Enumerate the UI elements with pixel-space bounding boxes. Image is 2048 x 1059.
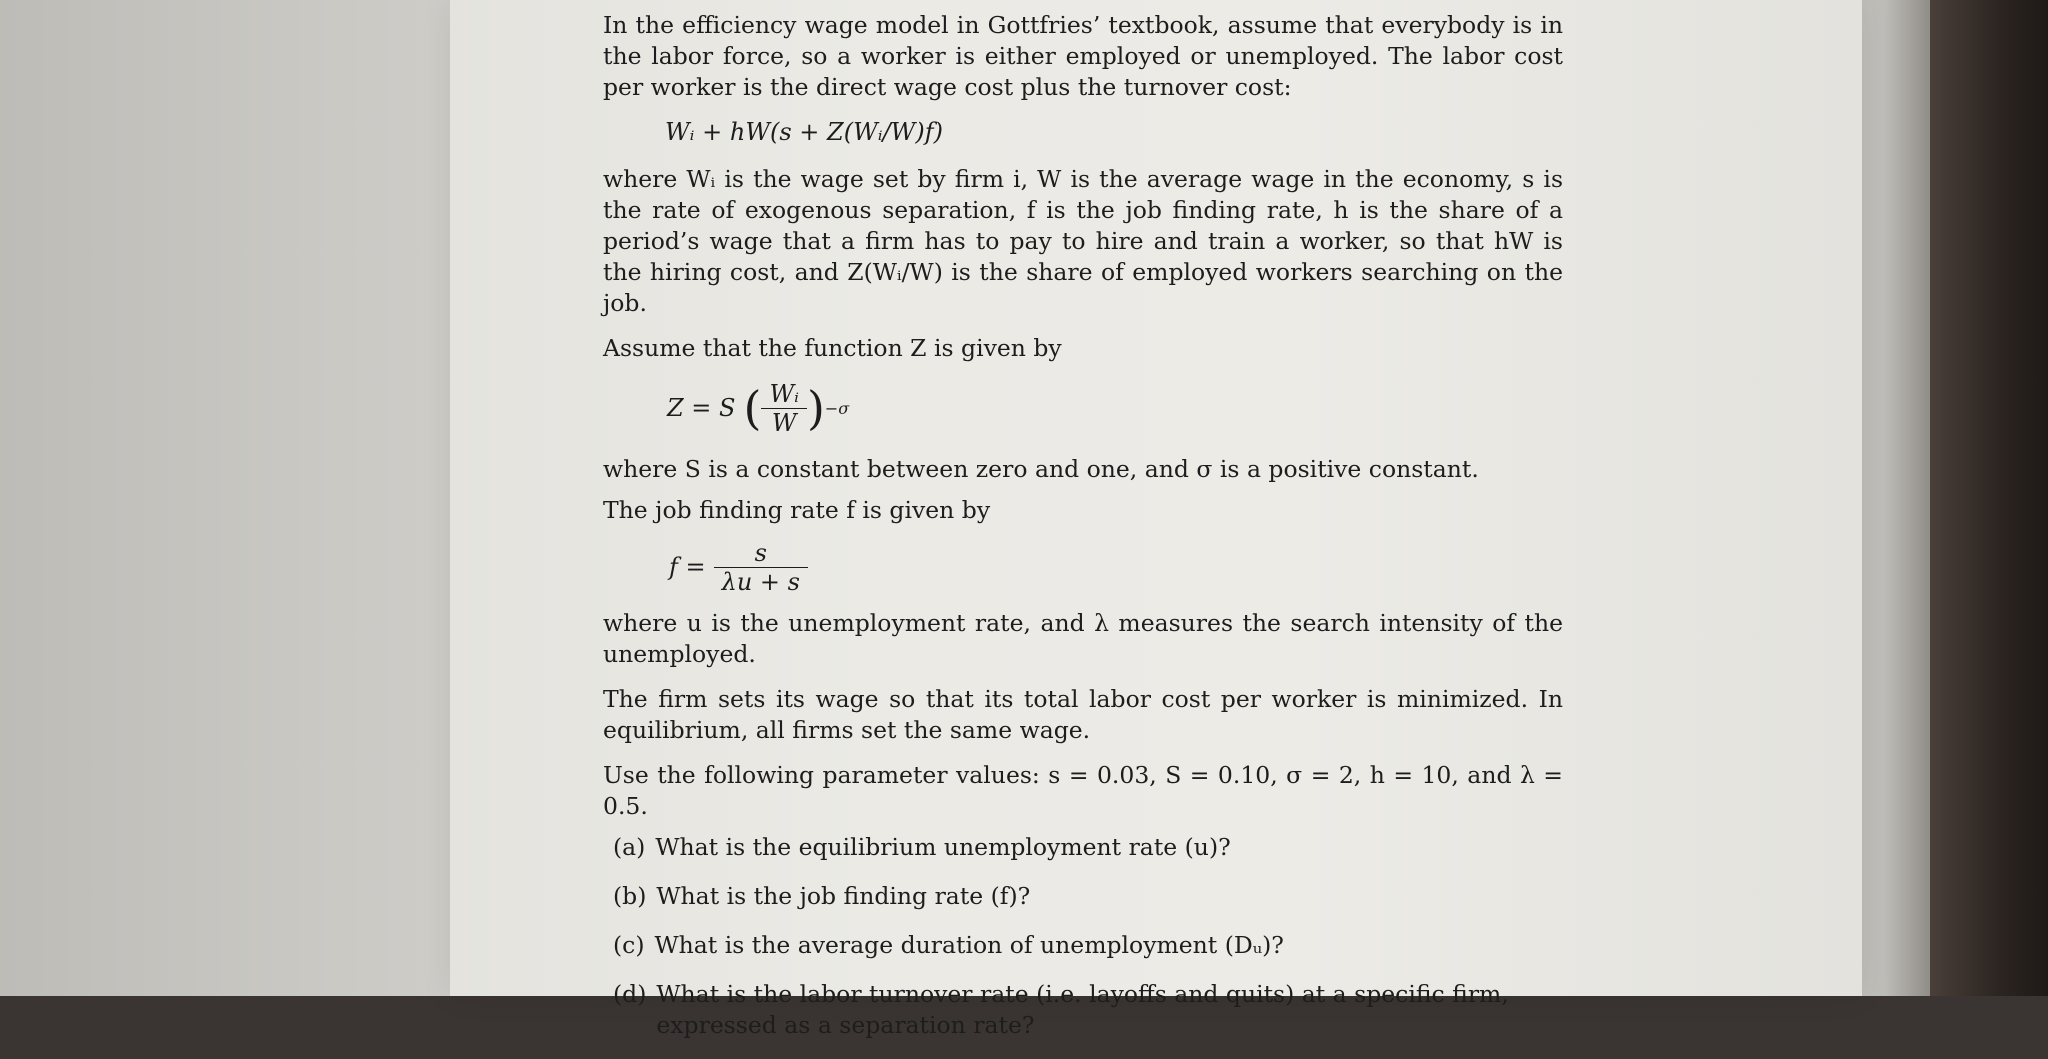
question-item (613, 930, 1563, 961)
firm-sets-paragraph: The firm sets its wage so that its total labor cost per worker is minimized. In equilibrium, all firms set the same wage. (603, 685, 1563, 744)
z-fraction-numerator: Wᵢ (761, 380, 807, 409)
question-item (613, 979, 1563, 1041)
f-fraction-denominator: λu + s (721, 567, 800, 596)
question-text: What is the labor turnover rate (i.e. layoffs and quits) at a specific firm, expressed as a separation rate? (656, 980, 1509, 1039)
parameters-paragraph: Use the following parameter values: s = 0.03, S = 0.10, σ = 2, h = 10, and λ = 0.5. (603, 761, 1563, 820)
f-fraction (714, 539, 808, 596)
question-marker: (c) (613, 931, 645, 959)
z-fraction (761, 380, 807, 437)
z-exponent: −σ (824, 398, 850, 418)
f-equation-lhs: f = (669, 552, 706, 581)
z-fraction-denominator: W (771, 408, 797, 437)
question-item (613, 832, 1563, 863)
intro-paragraph: In the efficiency wage model in Gottfries’ textbook, assume that everybody is in the labor force, so a worker is either employed or unemployed. The labor cost per worker is the direct wage cost plus the turnover cost: (603, 11, 1563, 101)
question-text: What is the equilibrium unemployment rate (u)? (655, 833, 1231, 861)
question-marker: (b) (613, 882, 647, 910)
question-marker: (a) (613, 833, 646, 861)
labor-cost-equation: Wᵢ + hW(s + Z(Wᵢ/W)f) (665, 118, 943, 146)
question-text: What is the average duration of unemployment (Dᵤ)? (654, 931, 1284, 959)
question-list (603, 832, 1563, 1041)
question-marker: (d) (613, 980, 647, 1008)
f-function-equation (669, 536, 1563, 598)
job-finding-paragraph: The job finding rate f is given by (603, 496, 991, 524)
dark-background-edge (1930, 0, 2048, 996)
z-function-equation (667, 374, 1563, 442)
right-paren: ) (806, 381, 825, 435)
where-s-paragraph: where S is a constant between zero and one, and σ is a positive constant. (603, 455, 1479, 483)
z-equation-lhs: Z = S (667, 393, 736, 422)
f-fraction-numerator: s (714, 539, 808, 568)
where-u-paragraph: where u is the unemployment rate, and λ measures the search intensity of the unemployed. (603, 609, 1563, 668)
question-text: What is the job finding rate (f)? (656, 882, 1031, 910)
left-paren: ( (743, 381, 762, 435)
definitions-paragraph: where Wᵢ is the wage set by firm i, W is the average wage in the economy, s is the rate of exogenous separation, f is the job finding rate, h is the share of a period’s wage that a firm has to pay to hire and train a worker, so that hW is the hiring cost, and Z(Wᵢ/W) is the share of employed workers searching on the job. (603, 165, 1563, 317)
assume-z-paragraph: Assume that the function Z is given by (603, 334, 1062, 362)
question-item (613, 881, 1563, 912)
problem-text (603, 10, 1563, 1059)
